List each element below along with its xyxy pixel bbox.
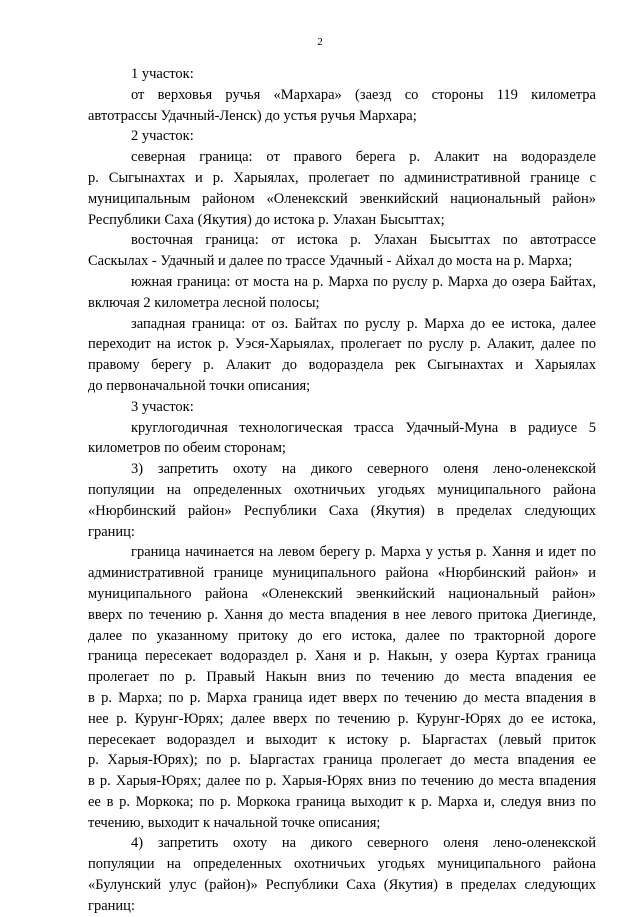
text-line: р. Харыя-Юрях); по р. Ыаргастах граница пролегает до места впадения ее — [88, 752, 596, 769]
text-line: «Нюрбинский район» Республики Саха (Якутия) в пределах следующих — [88, 502, 596, 519]
paragraph — [88, 147, 596, 230]
text-line: границ: — [88, 523, 135, 540]
text-line: граница пересекает водораздел р. Ханя и р. Накын, у озера Куртах граница — [88, 648, 596, 665]
text-line: до первоначальной точки описания; — [88, 377, 311, 394]
text-line: северная граница: от правого берега р. Алакит на водоразделе — [131, 149, 596, 166]
text-line: нее р. Курунг-Юрях; далее вверх по течению р. Курунг-Юрях до ее истока, — [88, 710, 596, 727]
paragraph — [88, 542, 596, 833]
text-line: 1 участок: — [131, 66, 194, 82]
text-line: ее в р. Моркока; по р. Моркока граница выходит к р. Марха и, следуя вниз по — [88, 793, 596, 810]
text-line: Республики Саха (Якутия) до истока р. Улахан Бысыттах; — [88, 211, 445, 228]
paragraph — [88, 85, 596, 127]
paragraph — [88, 314, 596, 397]
text-line: популяции на определенных охотничьих угодьях муниципального района — [88, 856, 596, 873]
text-line: граница начинается на левом берегу р. Марха у устья р. Хання и идет по — [131, 544, 596, 561]
paragraph — [88, 230, 596, 272]
text-line: р. Сыгынахтах и р. Харыялах, пролегает по административной границе с — [88, 169, 596, 186]
text-line: восточная граница: от истока р. Улахан Бысыттах по автотрассе — [131, 232, 596, 249]
text-line: в р. Марха; по р. Марха граница идет вверх по течению до места впадения в — [88, 689, 596, 706]
text-line: муниципального района «Оленекский эвенкийский национальный район» — [88, 585, 596, 602]
text-line: правому берегу р. Алакит до водораздела рек Сыгынахтах и Харыялах — [88, 357, 596, 374]
text-line: «Булунский улус (район)» Республики Саха (Якутия) в пределах следующих — [88, 877, 596, 894]
paragraph — [88, 833, 596, 916]
text-line: Саскылах - Удачный и далее по трассе Удачный - Айхал до моста на р. Марха; — [88, 253, 573, 270]
text-line: от верховья ручья «Мархара» (заезд со стороны 119 километра — [131, 86, 596, 103]
text-line: южная граница: от моста на р. Марха по руслу р. Марха до озера Байтах, — [131, 273, 596, 290]
text-line: популяции на определенных охотничьих угодьях муниципального района — [88, 481, 596, 498]
text-line: в р. Харыя-Юрях; далее по р. Харыя-Юрях вниз по течению до места впадения — [88, 773, 596, 790]
text-line: 3 участок: — [131, 398, 194, 415]
text-line: течению, выходит к начальной точке описания; — [88, 814, 381, 831]
text-line: далее по указанному притоку до его истока, далее по тракторной дороге — [88, 627, 596, 644]
text-line: 2 участок: — [131, 128, 194, 145]
text-line: муниципальным районом «Оленекский эвенкийский национальный район» — [88, 190, 596, 207]
text-line: автотрассы Удачный-Ленск) до устья ручья Мархара; — [88, 107, 417, 124]
paragraph — [88, 126, 596, 147]
text-line: 3) запретить охоту на дикого северного оленя лено-оленекской — [131, 461, 596, 478]
text-line: 4) запретить охоту на дикого северного оленя лено-оленекской — [131, 835, 596, 852]
text-line: круглогодичная технологическая трасса Удачный-Муна в радиусе 5 — [131, 419, 596, 436]
text-line: включая 2 километра лесной полосы; — [88, 294, 320, 311]
text-line: пролегает по р. Правый Накын вниз по течению до места впадения ее — [88, 669, 596, 686]
paragraph — [88, 64, 596, 85]
document-body — [88, 64, 596, 917]
page-number: 2 — [317, 36, 323, 48]
text-line: административной границе муниципального района «Нюрбинский район» и — [88, 565, 596, 582]
paragraph — [88, 397, 596, 418]
text-line: западная граница: от оз. Байтах по руслу р. Марха до ее истока, далее — [131, 315, 596, 332]
text-line: километров по обеим сторонам; — [88, 440, 286, 457]
text-line: пересекает водораздел и выходит к истоку р. Ыаргастах (левый приток — [88, 731, 596, 748]
paragraph — [88, 418, 596, 460]
text-line: вверх по течению р. Хання до места впадения в нее левого притока Диегинде, — [88, 606, 596, 623]
paragraph — [88, 272, 596, 314]
text-line: границ: — [88, 897, 135, 914]
paragraph — [88, 459, 596, 542]
text-line: переходит на исток р. Уэся-Харыялах, пролегает по руслу р. Алакит, далее по — [88, 336, 596, 353]
